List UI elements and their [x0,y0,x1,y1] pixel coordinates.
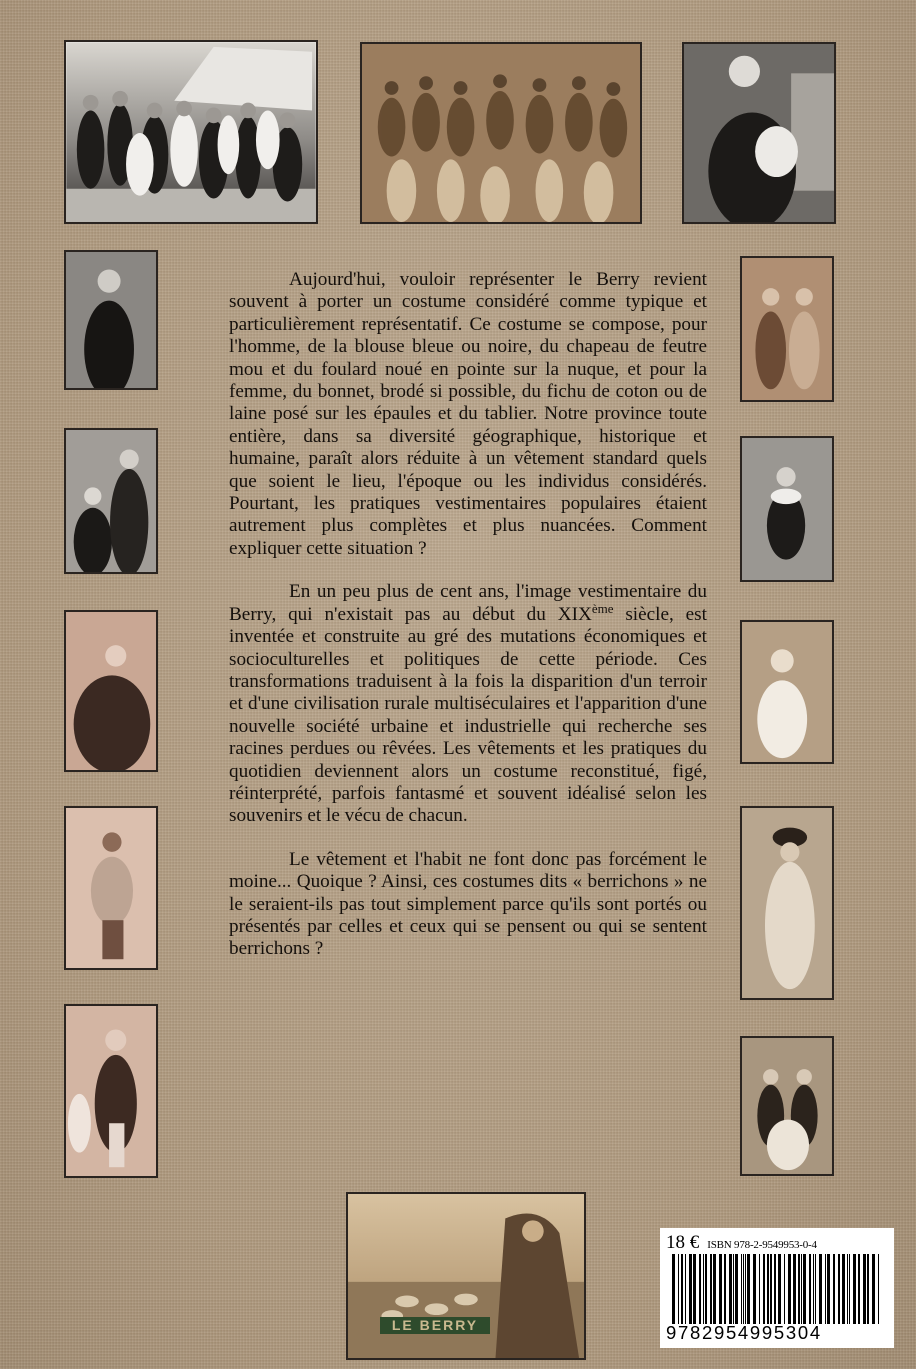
barcode-bar [733,1254,734,1324]
barcode-bar [699,1254,701,1324]
barcode-bar [878,1254,879,1324]
barcode-digits: 9782954995304 [666,1322,822,1343]
photo-woman-dress [740,806,834,1000]
paragraph-2-after: siècle, est inventée et construite au gré des mutations économiques et socioculturelles et politiques de cette période. Ces transformations traduisent à la fois la disparition d'un terroir et d'une civilisation rurale multiséculaires et l'apparition d'une nouvelle société urbaine et industrielle qui recherche ses racines perdues ou rêvées. Les vêtements et les pratiques du quotidien deviennent alors un costume reconstitué, figé, réinterprété, parfois fantasmé et souvent idéalisé selon les souvenirs et le vécu de chacun. [229,603,707,827]
barcode-bar [778,1254,781,1324]
photo-gentleman-chair [64,1004,158,1178]
barcode-bar [819,1254,822,1324]
photo-girl-communion [740,620,834,764]
paragraph-1: Aujourd'hui, vouloir représenter le Berry revient souvent à porter un costume considéré comme typique et particulièrement représentatif. Ce costume se compose, pour l'homme, de la blouse bleue ou noire, du chapeau de feutre mou et du foulard noué en pointe sur la nuque, et pour la femme, du bonnet, brodé si possible, du fichu de coton ou de laine posé sur les épaules et du tablier. Notre province toute entière, dans sa diversité géographique, historique et humaine, paraît alors réduite à un vêtement standard quels que soient le lieu, l'époque ou les individus considérés. Pourtant, les pratiques vestimentaires populaires étaient autrement plus complètes et plus nuancées. Comment expliquer cette situation ? [229,269,707,559]
barcode-bar [825,1254,826,1324]
barcode-bar [753,1254,756,1324]
barcode-bar [847,1254,848,1324]
barcode-bar [827,1254,830,1324]
barcode-bar [774,1254,776,1324]
barcode-bar [803,1254,806,1324]
barcode-bar [759,1254,760,1324]
paragraph-3: Le vêtement et l'habit ne font donc pas forcément le moine... Quoique ? Ainsi, ces costumes dits « berrichons » ne le seraient-ils pas tout simplement parce qu'ils sont portés ou présentés par celles et ceux qui se pensent ou qui se sentent berrichons ? [229,848,707,960]
barcode-bar [863,1254,866,1324]
barcode-bar [838,1254,840,1324]
barcode-bar [867,1254,869,1324]
barcode-bar [689,1254,692,1324]
photo-large-group [360,42,642,224]
barcode-bar [872,1254,875,1324]
photo-two-children [740,256,834,402]
photo-boy-collar [740,436,834,582]
barcode-bar [849,1254,850,1324]
barcode-bar [801,1254,802,1324]
barcode-bar [809,1254,811,1324]
barcode-bar [735,1254,738,1324]
barcode-bar [770,1254,772,1324]
barcode-bar [729,1254,732,1324]
barcode-bar [815,1254,816,1324]
barcode-bar [798,1254,800,1324]
superscript-eme: ème [591,600,614,616]
paragraph-2-before: En un peu plus de cent ans, l'image vestimentaire du Berry, qui n'existait pas au début du XIX [229,581,707,625]
photo-postcard-berry [346,1192,586,1360]
barcode-bar [767,1254,769,1324]
barcode-bars [670,1254,884,1324]
barcode-bar [705,1254,707,1324]
barcode-bar [747,1254,750,1324]
barcode-bar [793,1254,796,1324]
photo-stout-woman [64,610,158,772]
photo-couple [64,428,158,574]
photo-family-group [740,1036,834,1176]
barcode-bar [745,1254,746,1324]
barcode-bar [813,1254,814,1324]
barcode-bar [853,1254,856,1324]
photo-man-smock [64,806,158,970]
barcode-bar [719,1254,722,1324]
barcode-bar [713,1254,716,1324]
photo-man-standing [64,250,158,390]
barcode-bar [788,1254,791,1324]
le-berry-banner: LE BERRY [380,1317,490,1334]
barcode-bar [703,1254,704,1324]
back-cover-text [229,269,707,982]
price: 18 € [666,1232,700,1253]
barcode-bar [710,1254,712,1324]
barcode-bar [685,1254,686,1324]
barcode-bar [693,1254,696,1324]
barcode-bar [833,1254,835,1324]
barcode-bar [784,1254,785,1324]
barcode-bar [741,1254,742,1324]
barcode-bar [858,1254,860,1324]
isbn-number: ISBN 978-2-9549953-0-4 [707,1239,817,1251]
price-isbn-line [666,1232,888,1252]
barcode-bar [678,1254,679,1324]
barcode-bar [672,1254,675,1324]
barcode-label [660,1228,894,1348]
barcode-bar [724,1254,726,1324]
photo-group-workers [64,40,318,224]
photo-elderly-woman [682,42,836,224]
paragraph-2 [229,581,707,827]
barcode-bar [842,1254,845,1324]
barcode-bar [743,1254,744,1324]
barcode-bar [681,1254,683,1324]
barcode-bar [763,1254,765,1324]
